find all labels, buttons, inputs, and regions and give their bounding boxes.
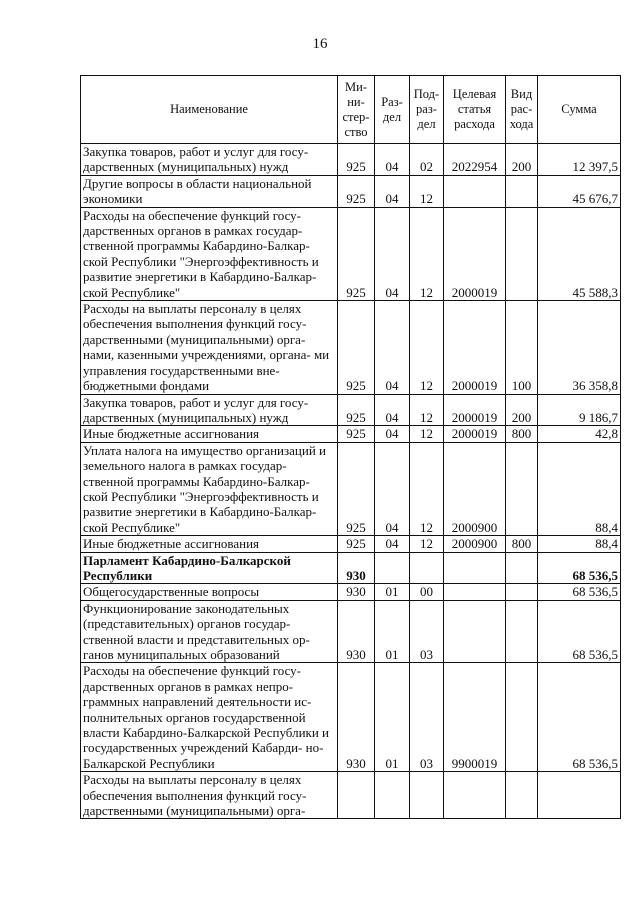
row-subsection-cell: 00 (410, 584, 444, 600)
row-name-cell: Иные бюджетные ассигнования (81, 426, 338, 442)
row-type-cell: 200 (506, 394, 538, 426)
row-amount-cell: 45 676,7 (538, 175, 621, 207)
row-ministry-cell: 925 (338, 144, 375, 176)
row-subsection-cell: 12 (410, 175, 444, 207)
row-subsection-cell: 12 (410, 207, 444, 300)
table-row (81, 584, 621, 600)
row-section-cell: 04 (375, 442, 410, 535)
row-amount-cell: 68 536,5 (538, 552, 621, 584)
header-amount: Сумма (538, 76, 621, 144)
row-amount-cell: 36 358,8 (538, 301, 621, 394)
row-type-cell (506, 584, 538, 600)
row-subsection-cell: 12 (410, 301, 444, 394)
row-type-cell: 200 (506, 144, 538, 176)
row-ministry-cell: 925 (338, 175, 375, 207)
header-type: Вид рас- хода (506, 76, 538, 144)
table-row (81, 600, 621, 663)
row-subsection-cell: 12 (410, 426, 444, 442)
row-target-cell (444, 772, 506, 819)
row-section-cell: 01 (375, 663, 410, 772)
row-type-cell: 100 (506, 301, 538, 394)
row-amount-cell: 88,4 (538, 536, 621, 552)
table-row (81, 442, 621, 535)
row-subsection-cell: 12 (410, 442, 444, 535)
row-amount-cell: 88,4 (538, 442, 621, 535)
row-type-cell: 800 (506, 536, 538, 552)
row-target-cell: 2000900 (444, 536, 506, 552)
table-row (81, 663, 621, 772)
table-row (81, 772, 621, 819)
table-row (81, 552, 621, 584)
row-section-cell: 04 (375, 394, 410, 426)
table-row (81, 426, 621, 442)
row-type-cell (506, 772, 538, 819)
row-target-cell: 2000019 (444, 426, 506, 442)
row-section-cell: 04 (375, 301, 410, 394)
row-name-cell: Другие вопросы в области национальной экономики (81, 175, 338, 207)
row-amount-cell: 68 536,5 (538, 663, 621, 772)
row-amount-cell: 68 536,5 (538, 584, 621, 600)
header-subsection: Под- раз- дел (410, 76, 444, 144)
row-ministry-cell: 925 (338, 394, 375, 426)
row-amount-cell: 42,8 (538, 426, 621, 442)
row-name-cell: Расходы на выплаты персоналу в целях обеспечения выполнения функций госу- дарственными (муниципальными) орга- (81, 772, 338, 819)
row-section-cell: 01 (375, 584, 410, 600)
row-subsection-cell: 03 (410, 663, 444, 772)
row-type-cell (506, 600, 538, 663)
row-section-cell: 04 (375, 207, 410, 300)
header-name: Наименование (81, 76, 338, 144)
row-section-cell (375, 552, 410, 584)
row-target-cell (444, 584, 506, 600)
row-type-cell: 800 (506, 426, 538, 442)
table-row (81, 175, 621, 207)
table-row (81, 207, 621, 300)
header-section: Раз- дел (375, 76, 410, 144)
row-ministry-cell: 925 (338, 426, 375, 442)
row-amount-cell: 45 588,3 (538, 207, 621, 300)
row-target-cell: 2000019 (444, 301, 506, 394)
row-amount-cell (538, 772, 621, 819)
row-name-cell: Уплата налога на имущество организаций и земельного налога в рамках государ- ственной программы Кабардино-Балкар- ской Республики "Энергоэффективность и развитие энергетики в Кабардино-Балкар- ской Республике" (81, 442, 338, 535)
row-subsection-cell (410, 552, 444, 584)
row-target-cell: 2000900 (444, 442, 506, 535)
row-section-cell: 04 (375, 144, 410, 176)
row-ministry-cell: 930 (338, 663, 375, 772)
row-section-cell: 01 (375, 600, 410, 663)
row-type-cell (506, 175, 538, 207)
page-number: 16 (312, 36, 328, 52)
table-row (81, 144, 621, 176)
row-target-cell (444, 552, 506, 584)
row-section-cell: 04 (375, 175, 410, 207)
row-ministry-cell: 925 (338, 207, 375, 300)
row-subsection-cell: 12 (410, 536, 444, 552)
row-target-cell (444, 175, 506, 207)
row-name-cell: Иные бюджетные ассигнования (81, 536, 338, 552)
row-name-cell: Общегосударственные вопросы (81, 584, 338, 600)
row-name-cell: Расходы на обеспечение функций госу- дарственных органов в рамках государ- ственной программы Кабардино-Балкар- ской Республики "Энергоэффективность и развитие энергетики в Кабардино-Балкар- ской Республике" (81, 207, 338, 300)
row-subsection-cell: 12 (410, 394, 444, 426)
row-target-cell: 2022954 (444, 144, 506, 176)
row-type-cell (506, 442, 538, 535)
row-name-cell: Закупка товаров, работ и услуг для госу- дарственных (муниципальных) нужд (81, 394, 338, 426)
row-name-cell: Закупка товаров, работ и услуг для госу- дарственных (муниципальных) нужд (81, 144, 338, 176)
row-amount-cell: 12 397,5 (538, 144, 621, 176)
row-name-cell: Расходы на выплаты персоналу в целях обеспечения выполнения функций госу- дарственными (муниципальными) орга- нами, казенными учреждениями, органа- ми управления государственными вне- бюджетными фондами (81, 301, 338, 394)
row-subsection-cell (410, 772, 444, 819)
row-ministry-cell: 925 (338, 442, 375, 535)
row-subsection-cell: 03 (410, 600, 444, 663)
row-amount-cell: 9 186,7 (538, 394, 621, 426)
row-target-cell: 2000019 (444, 207, 506, 300)
table-row (81, 536, 621, 552)
row-name-cell: Функционирование законодательных (представительных) органов государ- ственной власти и представительных ор- ганов муниципальных образований (81, 600, 338, 663)
row-section-cell (375, 772, 410, 819)
row-section-cell: 04 (375, 426, 410, 442)
row-type-cell (506, 663, 538, 772)
row-ministry-cell (338, 772, 375, 819)
row-target-cell: 9900019 (444, 663, 506, 772)
row-type-cell (506, 552, 538, 584)
budget-table (80, 75, 621, 819)
row-ministry-cell: 925 (338, 301, 375, 394)
row-ministry-cell: 930 (338, 600, 375, 663)
row-target-cell (444, 600, 506, 663)
row-section-cell: 04 (375, 536, 410, 552)
header-ministry: Ми- ни- стер- ство (338, 76, 375, 144)
table-row (81, 394, 621, 426)
header-target: Целевая статья расхода (444, 76, 506, 144)
table-header-row (81, 76, 621, 144)
table-row (81, 301, 621, 394)
row-name-cell: Расходы на обеспечение функций госу- дарственных органов в рамках непро- граммных направлений деятельности ис- полнительных органов государственной власти Кабардино-Балкарской Республики и государственных учреждений Кабарди- но-Балкарской Республики (81, 663, 338, 772)
row-ministry-cell: 930 (338, 552, 375, 584)
row-subsection-cell: 02 (410, 144, 444, 176)
row-target-cell: 2000019 (444, 394, 506, 426)
row-ministry-cell: 925 (338, 536, 375, 552)
row-ministry-cell: 930 (338, 584, 375, 600)
row-amount-cell: 68 536,5 (538, 600, 621, 663)
row-type-cell (506, 207, 538, 300)
row-name-cell: Парламент Кабардино-Балкарской Республики (81, 552, 338, 584)
